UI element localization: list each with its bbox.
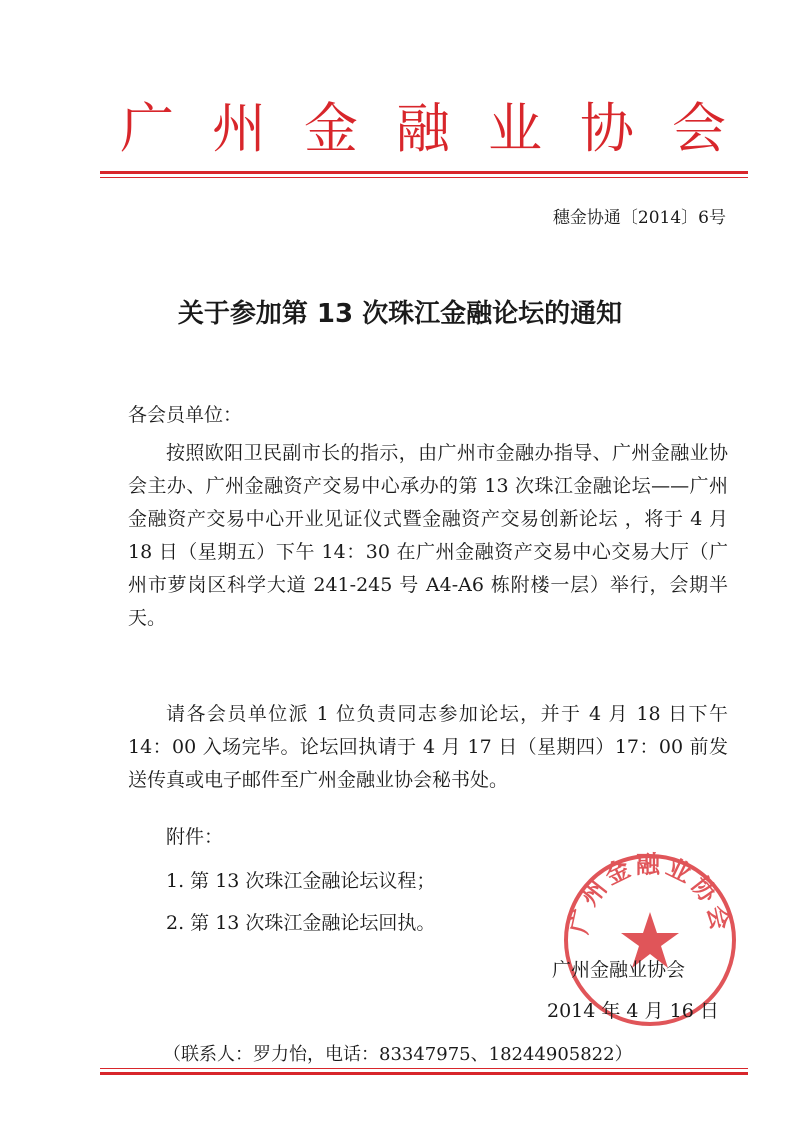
contact-info: （联系人：罗力怡，电话：83347975、18244905822） (163, 1044, 633, 1065)
attachment-item-agenda: 1. 第 13 次珠江金融论坛议程； (166, 870, 436, 892)
letterhead-rule-thick (100, 171, 748, 174)
salutation: 各会员单位： (128, 404, 243, 426)
footer-rule-thick (100, 1072, 748, 1075)
document-number: 穗金协通〔2014〕6号 (552, 208, 726, 228)
letterhead-title: 广州金融业协会 (120, 97, 764, 160)
signer-organization: 广州金融业协会 (552, 959, 686, 981)
attachments-label: 附件： (166, 826, 224, 848)
signing-date: 2014 年 4 月 16 日 (547, 1000, 719, 1022)
body-paragraph-1: 按照欧阳卫民副市长的指示，由广州市金融办指导、广州金融业协会主办、广州金融资产交易中心承办的第 13 次珠江金融论坛——广州金融资产交易中心开业见证仪式暨金融资产交易创新论坛 ，将于 4 月 18 日（星期五）下午 14：30 在广州金融资产交易中心交易大厅（广州市萝岗区科学大道 241-245 号 A4-A6 栋附楼一层）举行，会期半天。 (128, 442, 728, 629)
footer-rule-thin (100, 1068, 748, 1069)
attachment-item-receipt: 2. 第 13 次珠江金融论坛回执。 (166, 912, 436, 934)
seal-arc-text: 广州金融业协会 (564, 850, 736, 937)
body-paragraph-2: 请各会员单位派 1 位负责同志参加论坛，并于 4 月 18 日下午 14：00 入场完毕。论坛回执请于 4 月 17 日（星期四）17：00 前发送传真或电子邮件至广州金融业协会秘书处。 (128, 703, 728, 791)
document-title: 关于参加第 13 次珠江金融论坛的通知 (177, 299, 623, 329)
letterhead-rule-thin (100, 177, 748, 178)
